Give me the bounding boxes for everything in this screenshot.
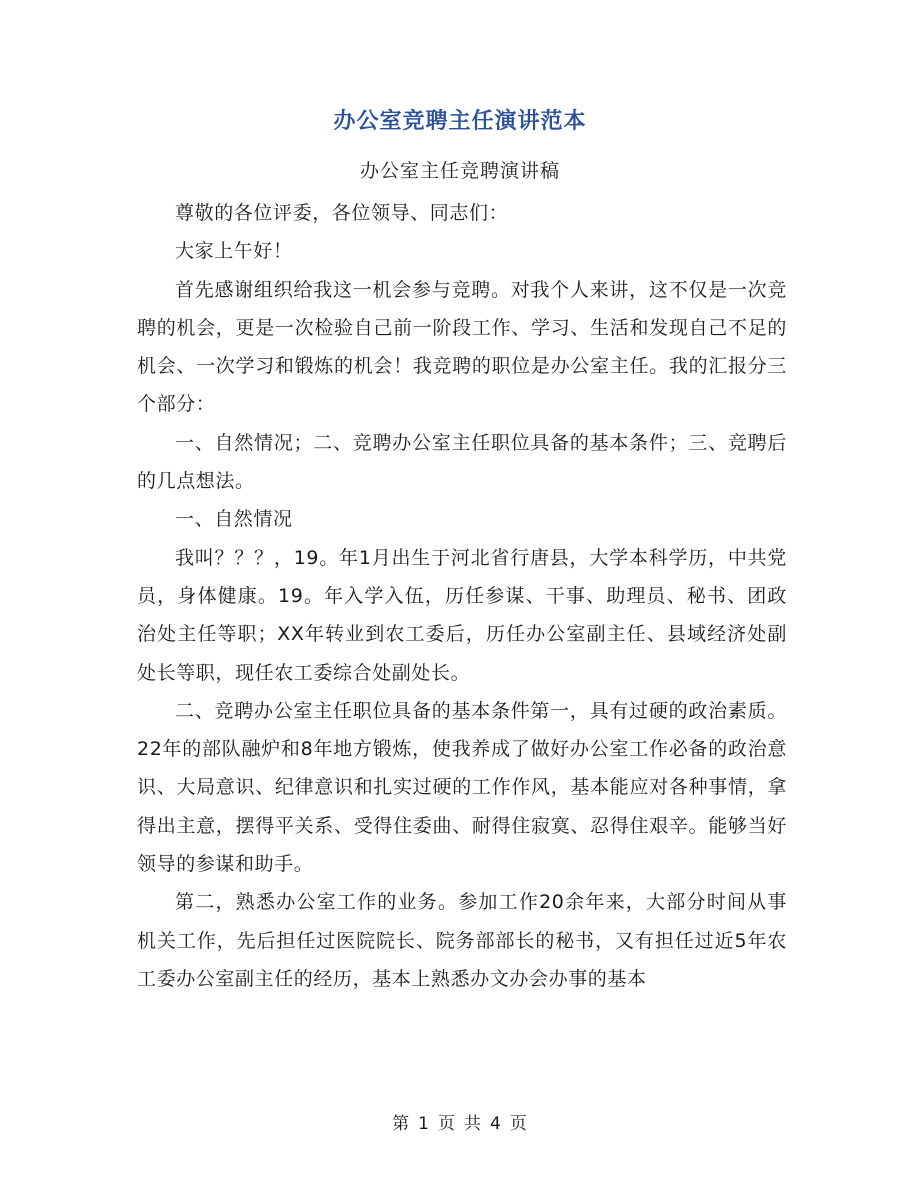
document-body bbox=[137, 194, 787, 998]
document-subtitle: 办公室主任竞聘演讲稿 bbox=[359, 160, 560, 182]
page-footer bbox=[0, 1111, 920, 1137]
paragraph-intro: 首先感谢组织给我这一机会参与竞聘。对我个人来讲，这不仅是一次竞聘的机会，更是一次检验自己前一阶段工作、学习、生活和发现自己不足的机会、一次学习和锻炼的机会！我竞聘的职位是办公室主任。我的汇报分三个部分： bbox=[137, 278, 787, 416]
footer-current-page: 1 bbox=[418, 1114, 430, 1134]
section-heading-natural-info: 一、自然情况 bbox=[175, 508, 293, 531]
paragraph-outline: 一、自然情况；二、竞聘办公室主任职位具备的基本条件；三、竞聘后的几点想法。 bbox=[137, 431, 787, 493]
footer-page-word: 页 bbox=[438, 1114, 456, 1134]
footer-prefix: 第 bbox=[392, 1114, 411, 1134]
paragraph-conditions-first: 二、竞聘办公室主任职位具备的基本条件第一，具有过硬的政治素质。22年的部队融炉和8年地方锻炼，使我养成了做好办公室工作必备的政治意识、大局意识、纪律意识和扎实过硬的工作作风，基本能应对各种事情，拿得出主意，摆得平关系、受得住委曲、耐得住寂寞、忍得住艰辛。能够当好领导的参谋和助手。 bbox=[137, 699, 787, 876]
paragraph-conditions-second: 第二，熟悉办公室工作的业务。参加工作20余年来，大部分时间从事机关工作，先后担任过医院院长、院务部部长的秘书，又有担任过近5年农工委办公室副主任的经历，基本上熟悉办文办会办事的基本 bbox=[137, 891, 787, 990]
paragraph-natural-info: 我叫？？？，19。年1月出生于河北省行唐县，大学本科学历，中共党员，身体健康。19。年入学入伍，历任参谋、干事、助理员、秘书、团政治处主任等职；XX年转业到农工委后，历任办公室副主任、县域经济处副处长等职，现任农工委综合处副处长。 bbox=[137, 546, 787, 684]
footer-suffix: 页 bbox=[509, 1114, 528, 1134]
paragraph-greeting: 大家上午好！ bbox=[175, 240, 293, 263]
footer-total-pages: 4 bbox=[490, 1114, 502, 1134]
document-title: 办公室竞聘主任演讲范本 bbox=[333, 109, 587, 134]
footer-total-prefix: 共 bbox=[464, 1114, 482, 1134]
paragraph-salutation: 尊敬的各位评委，各位领导、同志们： bbox=[175, 202, 509, 224]
